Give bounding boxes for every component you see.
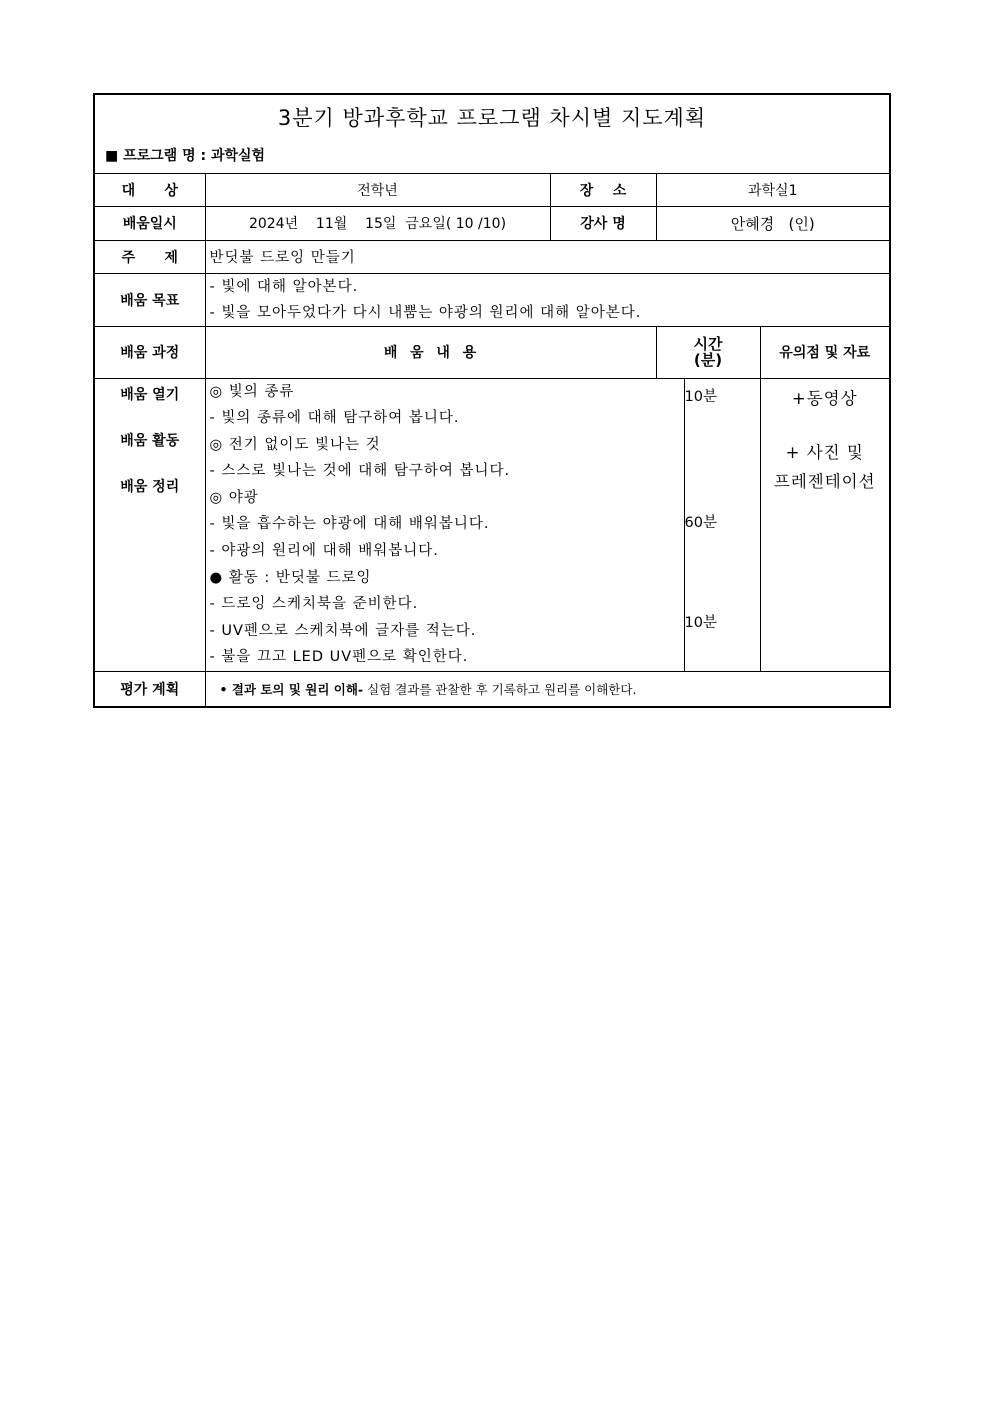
content-line: - 불을 끄고 LED UV펜으로 확인한다. — [209, 649, 469, 666]
topic-value: 반딧불 드로잉 만들기 — [205, 240, 890, 273]
teacher-label: 강사 명 — [550, 206, 656, 240]
content-line: - 빛을 흡수하는 야광에 대해 배워봅니다. — [209, 516, 490, 533]
date-label: 배움일시 — [94, 206, 205, 240]
content-header: 배 움 내 용 — [205, 326, 656, 378]
time-value: 10분 — [684, 614, 717, 631]
note-item: +동영상 — [791, 388, 858, 408]
stage-list — [94, 378, 205, 672]
evaluation-description: 실험 결과를 관찰한 후 기록하고 원리를 이해한다. — [363, 681, 637, 697]
target-label: 대 상 — [94, 173, 205, 206]
content-line: ◎ 빛의 종류 — [209, 383, 295, 400]
time-value: 10분 — [684, 388, 717, 405]
note-item: 프레젠테이션 — [773, 471, 876, 491]
time-header: 시간 (분) — [656, 326, 760, 378]
program-name: ■ 프로그램 명 : 과학실험 — [94, 138, 890, 173]
evaluation-label: 평가 계획 — [94, 672, 205, 707]
notes-column — [760, 378, 890, 672]
goal-list — [205, 273, 890, 326]
topic-label: 주 제 — [94, 240, 205, 273]
note-item: + 사진 및 — [785, 442, 864, 462]
place-label: 장 소 — [550, 173, 656, 206]
process-header: 배움 과정 — [94, 326, 205, 378]
lesson-plan-document — [93, 93, 889, 708]
goal-item: - 빛을 모아두었다가 다시 내뿜는 야광의 원리에 대해 알아본다. — [209, 304, 642, 321]
stage-item: 배움 열기 — [120, 386, 180, 403]
date-value: 2024년 11월 15일 금요일( 10 /10) — [205, 206, 550, 240]
content-line: ◎ 야광 — [209, 489, 259, 506]
evaluation-criterion: • 결과 토의 및 원리 이해- — [219, 681, 364, 697]
evaluation-plan — [205, 672, 890, 707]
content-list — [205, 378, 684, 672]
place-value: 과학실1 — [656, 173, 890, 206]
target-value: 전학년 — [205, 173, 550, 206]
content-line: - 야광의 원리에 대해 배워봅니다. — [209, 543, 439, 560]
content-line: - 드로잉 스케치북을 준비한다. — [209, 596, 419, 613]
notes-header: 유의점 및 자료 — [760, 326, 890, 378]
goal-item: - 빛에 대해 알아본다. — [209, 278, 359, 295]
stage-item: 배움 정리 — [120, 478, 180, 495]
stage-item: 배움 활동 — [120, 432, 180, 449]
content-line: - 스스로 빛나는 것에 대해 탐구하여 봅니다. — [209, 463, 511, 480]
time-value: 60분 — [684, 514, 717, 531]
content-line: - 빛의 종류에 대해 탐구하여 봅니다. — [209, 410, 460, 427]
document-title: 3분기 방과후학교 프로그램 차시별 지도계획 — [94, 94, 890, 138]
content-line: ● 활동 : 반딧불 드로잉 — [209, 569, 372, 586]
content-line: ◎ 전기 없이도 빛나는 것 — [209, 436, 381, 453]
content-line: - UV펜으로 스케치북에 글자를 적는다. — [209, 622, 477, 639]
lesson-plan-table — [93, 93, 891, 708]
goal-label: 배움 목표 — [94, 273, 205, 326]
teacher-value: 안혜경 (인) — [656, 206, 890, 240]
time-column — [684, 378, 760, 672]
